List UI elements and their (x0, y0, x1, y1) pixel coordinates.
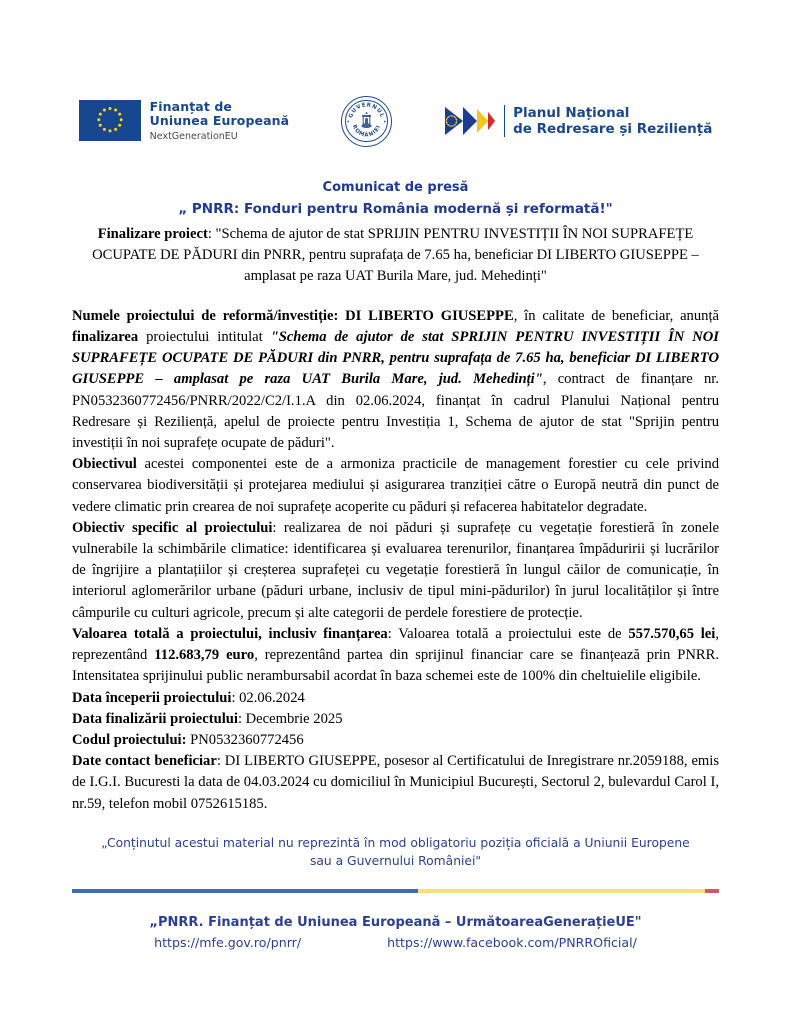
p1-part1: : DI LIBERTO GIUSEPPE (333, 307, 514, 324)
tricolor-divider (72, 889, 719, 893)
paragraph-start-date (72, 688, 719, 709)
link-facebook-pnrr[interactable]: https://www.facebook.com/PNRROficial/ (387, 935, 637, 951)
p8-label: Date contact beneficiar (72, 753, 217, 770)
body-block (72, 306, 719, 815)
pnrr-logo-line1: Planul Național (513, 104, 630, 121)
divider-segment-blue (72, 889, 418, 893)
p4-part3: , reprezentând partea din sprijinul financiar care se finanțează prin PNRR. Intensitatea sprijinului public nerambursabil acordat în baza schemei este de 100% din cheltuielile eligibile. (72, 647, 719, 685)
project-summary-text: : "Schema de ajutor de stat SPRIJIN PENTRU INVESTIȚII ÎN NOI SUPRAFEȚE OCUPATE DE PĂDURI din PNRR, pentru suprafața de 7.65 ha, beneficiar DI LIBERTO GIUSEPPE – amplasat pe raza UAT Burila Mare, jud. Mehedinți" (92, 225, 699, 285)
p6-label: Data finalizării proiectului (72, 710, 238, 727)
p5-value: : 02.06.2024 (231, 689, 305, 706)
pnrr-logo-line2: de Redresare și Reziliență (513, 121, 713, 137)
p1-project-title-italic: "Schema de ajutor de stat SPRIJIN PENTRU INVESTIȚII ÎN NOI SUPRAFEȚE OCUPATE DE PĂDURI din PNRR, pentru suprafața de 7.65 ha, beneficiar DI LIBERTO GIUSEPPE – amplasat pe raza UAT Burila Mare, jud. Mehedinți" (72, 328, 719, 388)
p8-value: : DI LIBERTO GIUSEPPE, posesor al Certificatului de Inregistrare nr.2059188, emis de I.G.I. Bucuresti la data de 04.03.2024 cu domiciliul în Municipiul București, Sectorul 2, bulevardul Carol I, nr.59, telefon mobil 0752615185. (72, 753, 720, 812)
pnrr-logo (444, 104, 712, 138)
divider-segment-red (705, 889, 719, 893)
logo-header (72, 0, 719, 152)
p1-part2: , în calitate de beneficiar, anunță (513, 307, 719, 324)
title-block (72, 178, 719, 288)
footer-url-row (72, 935, 719, 950)
paragraph-objective (72, 454, 719, 518)
paragraph-contact (72, 751, 719, 815)
p3-text: : realizarea de noi păduri și suprafețe cu vegetație forestieră în zonele vulnerabile la schimbările climatice: identificarea și evaluarea terenurilor, finanțarea împăduririi și lucrărilor de îngrijire a plantațiilor și creșterea suprafeței cu vegetație forestieră în lungul căilor de comunicație, în interiorul aglomerărilor urbane (păduri urbane, inclusiv de tipul mini-pădurilor) în jurul localităților și între câmpurile cu culturi agricole, precum și alte categorii de perdele forestiere de protecție. (72, 519, 719, 621)
p7-label: Codul proiectului: (72, 732, 187, 749)
eu-flag-icon (79, 100, 141, 141)
romanian-government-seal-icon (341, 96, 392, 147)
seal-emblem-icon (342, 97, 391, 146)
footer-links (72, 913, 719, 951)
paragraph-project-name (72, 306, 719, 455)
page-subtitle: „ PNRR: Fonduri pentru România modernă și reformată!" (178, 200, 613, 217)
p3-label: Obiectiv specific al proiectului (72, 519, 273, 536)
disclaimer-text: „Conținutul acestui material nu reprezintă în mod obligatoriu poziția oficială a Uniunii Europene sau a Guvernului României" (101, 835, 690, 868)
p2-text: acestei componentei este de a armoniza practicile de management forestier cu cele privind conservarea biodiversității și protejarea mediului și asigurarea tranziției către o Europă neutră din punct de vedere climatic prin crearea de noi suprafețe acoperite cu păduri și refacerea habitatelor degradate. (72, 456, 719, 515)
eu-logo-line1: Finanțat de (149, 98, 232, 114)
eu-logo-line3: NextGenerationEU (149, 130, 238, 142)
paragraph-specific-objective (72, 518, 719, 624)
paragraph-project-code (72, 730, 719, 751)
p1-part4: , contract de finanțare nr. PN0532360772456/PNRR/2022/C2/I.1.A din 02.06.2024, finanțat în cadrul Planului Național pentru Redresare și Reziliență, apelul de proiecte pentru Investiția 1, Schema de ajutor de stat "Sprijin pentru investiții în noi suprafețe ocupate de păduri". (72, 371, 719, 451)
divider-segment-yellow (418, 889, 705, 893)
pnrr-logo-text (504, 105, 712, 138)
eu-funding-logo (79, 100, 289, 142)
p4-part2: , reprezentând (72, 625, 719, 664)
p1-bold-finalizarea: finalizarea (72, 328, 139, 345)
p5-label: Data începerii proiectului (72, 689, 232, 706)
svg-text:GUVERNUL: GUVERNUL (348, 101, 386, 119)
p6-value: : Decembrie 2025 (237, 710, 343, 727)
p4-amount-eur: 112.683,79 euro (154, 647, 255, 664)
project-summary (72, 224, 719, 288)
link-mfe-pnrr[interactable]: https://mfe.gov.ro/pnrr/ (154, 935, 302, 951)
p4-label: Valoarea totală a proiectului, inclusiv finanțarea (72, 625, 388, 642)
p1-label: Numele proiectului de reformă/investiție (72, 307, 334, 324)
p7-value: PN0532360772456 (186, 732, 304, 749)
p1-part3: proiectului intitulat (138, 328, 271, 345)
footer-tagline: „PNRR. Finanțat de Uniunea Europeană – UrmătoareaGenerațieUE" (149, 914, 642, 930)
paragraph-total-value (72, 624, 719, 688)
p2-label: Obiectivul (72, 456, 137, 473)
page-title: Comunicat de presă (322, 180, 469, 195)
p4-amount-lei: 557.570,65 lei (628, 625, 716, 642)
eu-logo-line2: Uniunea Europeană (149, 113, 290, 129)
paragraph-end-date (72, 709, 719, 730)
p4-part1: : Valoarea totală a proiectului este de (387, 625, 629, 642)
svg-text:ROMÂNIEI: ROMÂNIEI (350, 123, 383, 139)
pnrr-arrows-icon (444, 104, 496, 138)
eu-logo-text (150, 100, 289, 142)
project-summary-label: Finalizare proiect (97, 225, 208, 242)
eu-stars-icon (79, 100, 141, 141)
